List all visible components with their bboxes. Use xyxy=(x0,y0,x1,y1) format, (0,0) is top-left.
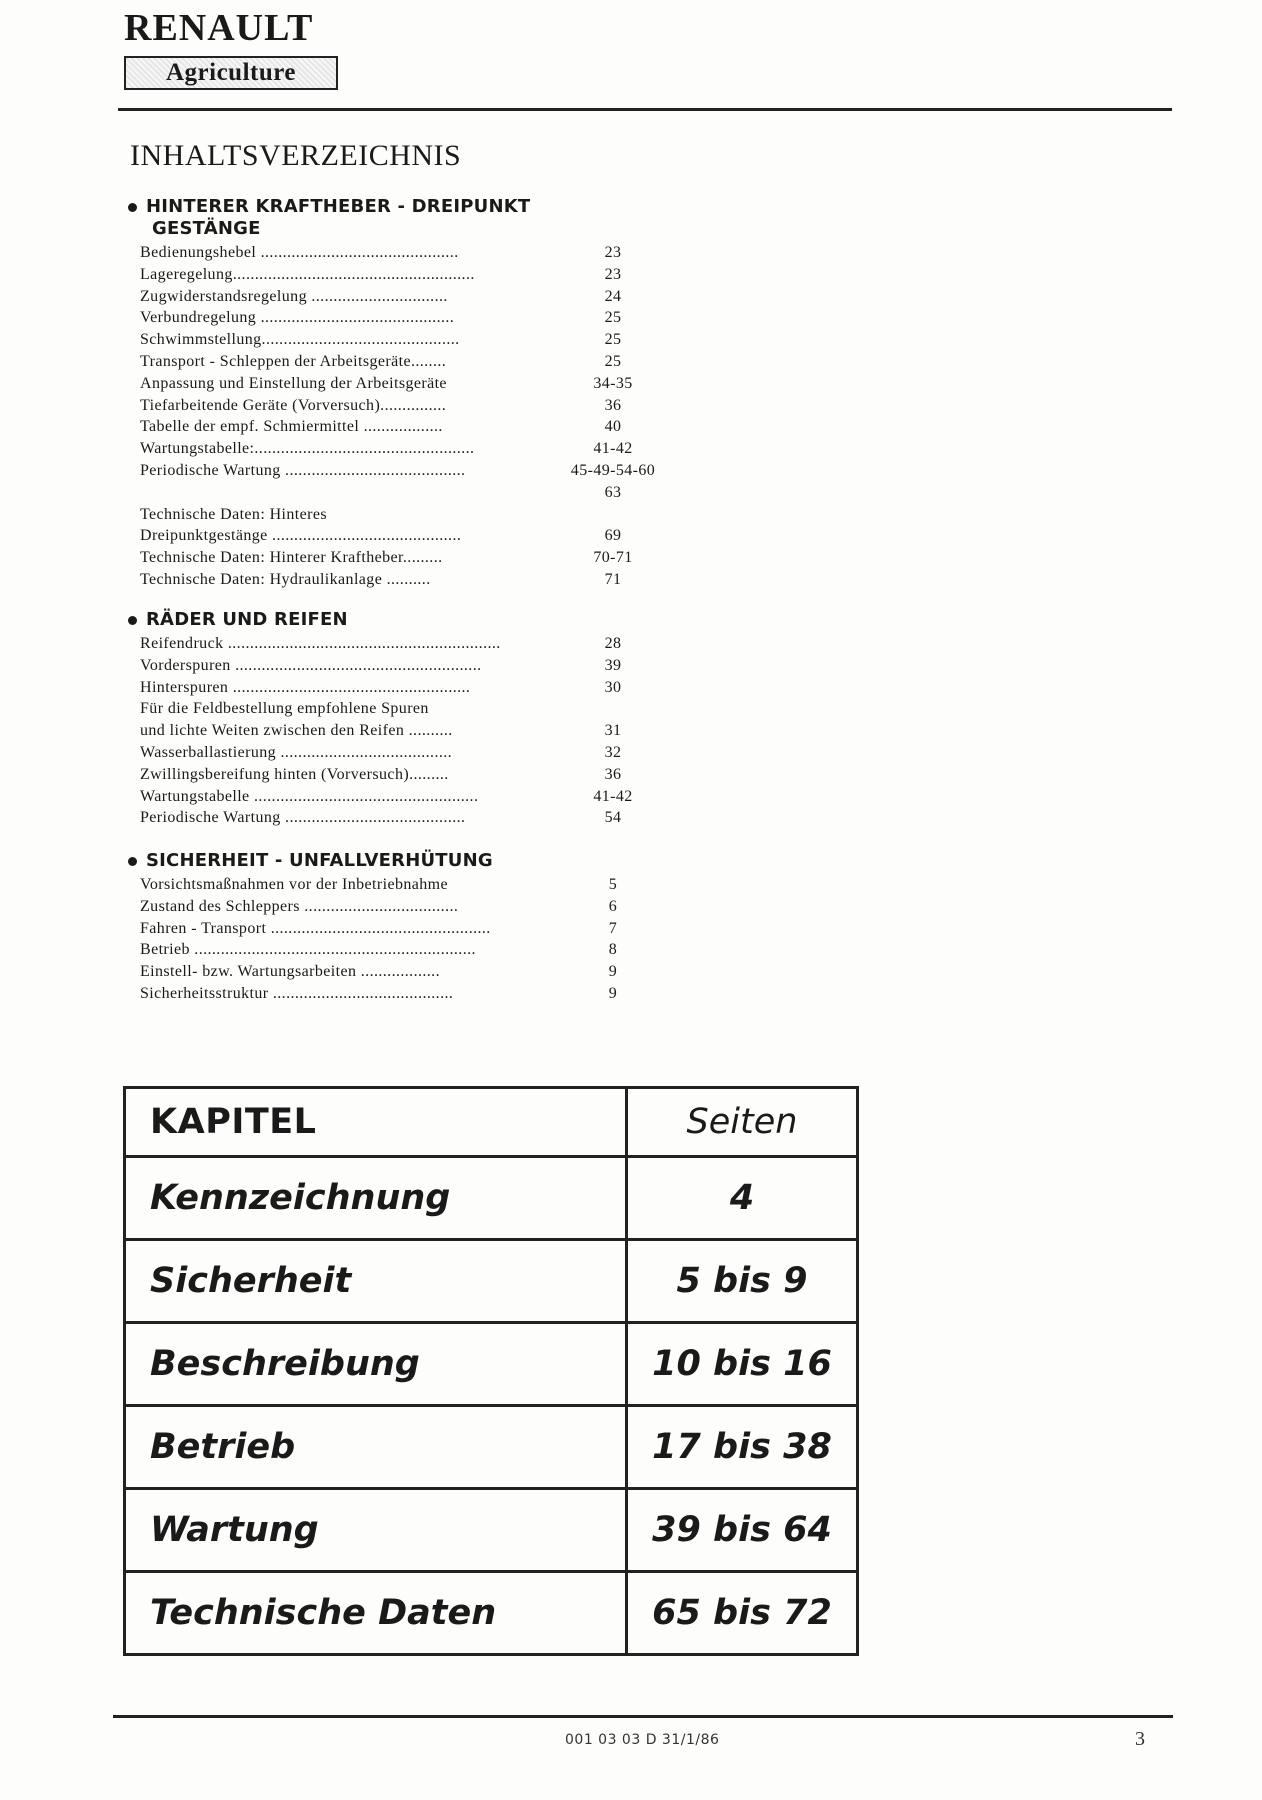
toc-entry-label: Dreipunktgestänge ........................................... xyxy=(140,527,462,545)
toc-entry-label: Betrieb ................................................................ xyxy=(140,941,476,959)
toc-entry-page: 41-42 xyxy=(593,440,633,458)
toc-entry-label: Periodische Wartung ......................................... xyxy=(140,461,466,479)
section-heading-line1: SICHERHEIT - UNFALLVERHÜTUNG xyxy=(146,850,493,871)
toc-entry xyxy=(126,264,626,286)
toc-entry xyxy=(126,525,626,547)
toc-entry-label: Schwimmstellung............................................. xyxy=(140,331,460,349)
toc-entry xyxy=(126,961,626,983)
document-code: 001 03 03 D 31/1/86 xyxy=(565,1732,720,1748)
toc-entry xyxy=(126,482,626,504)
section-heading-line1: RÄDER UND REIFEN xyxy=(146,609,348,630)
toc-entry xyxy=(126,983,626,1005)
toc-entry-label: Verbundregelung ............................................ xyxy=(140,309,455,327)
toc-entry-label: Zwillingsbereifung hinten (Vorversuch)......... xyxy=(140,765,449,783)
toc-entry-page: 5 xyxy=(608,876,618,893)
toc-entry-page: 32 xyxy=(604,743,622,761)
toc-entry-page: 7 xyxy=(608,919,618,937)
toc-entry-label: Sicherheitsstruktur ......................................... xyxy=(140,984,454,1002)
toc-entry xyxy=(126,569,626,591)
chapter-pages: 5 bis 9 xyxy=(627,1240,858,1323)
toc-entry xyxy=(126,416,626,438)
toc-entry xyxy=(126,896,626,918)
chapter-name: Sicherheit xyxy=(125,1240,627,1323)
toc-entry-label: Anpassung und Einstellung der Arbeitsgeräte xyxy=(140,374,447,392)
toc-entry-label: Hinterspuren ...................................................... xyxy=(140,678,471,696)
header-divider xyxy=(118,108,1172,111)
section-heading-line1: HINTERER KRAFTHEBER - DREIPUNKT xyxy=(146,196,531,217)
toc-entry-page: 36 xyxy=(604,396,622,414)
chapter-row xyxy=(125,1572,858,1655)
toc-entry-page: 69 xyxy=(604,527,622,545)
toc-entry-page: 23 xyxy=(604,244,622,261)
toc-entry xyxy=(126,395,626,417)
toc-entry-page: 36 xyxy=(604,765,622,783)
chapter-name: Kennzeichnung xyxy=(125,1157,627,1240)
toc-section-kraftheber xyxy=(126,196,656,591)
toc-entry-label: Bedienungshebel ............................................. xyxy=(140,244,459,261)
chapter-pages: 65 bis 72 xyxy=(627,1572,858,1655)
chapter-row xyxy=(125,1157,858,1240)
toc-entry-label: Technische Daten: Hinteres xyxy=(140,505,327,523)
toc-entry-label: Fahren - Transport .................................................. xyxy=(140,919,491,937)
toc-entry xyxy=(126,742,626,764)
section-heading-line2: GESTÄNGE xyxy=(152,218,261,239)
chapter-table-header xyxy=(125,1088,858,1157)
toc-entry-label: Lageregelung....................................................... xyxy=(140,265,475,283)
toc-entry xyxy=(126,460,656,482)
toc-entry-label: Für die Feldbestellung empfohlene Spuren xyxy=(140,700,429,718)
toc-entry xyxy=(126,329,626,351)
toc-entry-page: 70-71 xyxy=(593,549,633,567)
toc-section-sicherheit xyxy=(126,850,626,1005)
chapter-table xyxy=(123,1086,859,1656)
toc-entry-label: Reifendruck .............................................................. xyxy=(140,635,501,652)
toc-entry xyxy=(126,939,626,961)
toc-entry-page: 25 xyxy=(604,352,622,370)
chapter-name: Technische Daten xyxy=(125,1572,627,1655)
chapter-pages: 10 bis 16 xyxy=(627,1323,858,1406)
toc-entry-label: Wartungstabelle:.................................................. xyxy=(140,440,475,458)
toc-entry-page: 39 xyxy=(604,656,622,674)
toc-entry-label: Tiefarbeitende Geräte (Vorversuch)............... xyxy=(140,396,447,414)
toc-entry xyxy=(126,504,626,526)
toc-entry xyxy=(126,698,626,720)
chapter-row xyxy=(125,1489,858,1572)
toc-entry-label: Zustand des Schleppers ................................... xyxy=(140,897,459,915)
toc-entry-page: 9 xyxy=(608,963,618,981)
toc-entry-label: Periodische Wartung ......................................... xyxy=(140,809,466,827)
toc-entry-page: 40 xyxy=(604,418,622,436)
chapter-row xyxy=(125,1406,858,1489)
chapter-row xyxy=(125,1323,858,1406)
toc-entry-page: 9 xyxy=(608,984,618,1002)
bullet-icon xyxy=(128,857,137,866)
chapter-column-header: KAPITEL xyxy=(125,1088,627,1157)
toc-entry-page: 28 xyxy=(604,635,622,652)
toc-entry xyxy=(126,373,633,395)
toc-entry-label: Tabelle der empf. Schmiermittel .................. xyxy=(140,418,443,436)
toc-entry-page: 25 xyxy=(604,309,622,327)
toc-entry xyxy=(126,286,626,308)
toc-entry xyxy=(126,307,626,329)
toc-entry-page: 31 xyxy=(604,722,622,740)
chapter-pages: 39 bis 64 xyxy=(627,1489,858,1572)
toc-entry-page: 54 xyxy=(604,809,622,827)
brand-division: Agriculture xyxy=(124,56,338,90)
chapter-name: Betrieb xyxy=(125,1406,627,1489)
toc-entry xyxy=(126,677,626,699)
toc-entry-label: Wasserballastierung ....................................... xyxy=(140,743,453,761)
toc-entry xyxy=(126,438,633,460)
toc-entry xyxy=(126,764,626,786)
toc-entries xyxy=(126,633,633,829)
section-heading xyxy=(126,609,626,631)
toc-entry-page: 25 xyxy=(604,331,622,349)
toc-entry-label: Technische Daten: Hydraulikanlage .......... xyxy=(140,570,431,588)
toc-entry-page: 41-42 xyxy=(593,787,633,805)
footer-divider xyxy=(113,1715,1173,1718)
toc-entry xyxy=(126,918,626,940)
bullet-icon xyxy=(128,616,137,625)
toc-entry-page: 24 xyxy=(604,287,622,305)
pages-column-header: Seiten xyxy=(627,1088,858,1157)
toc-entry xyxy=(126,786,633,808)
toc-entry xyxy=(126,351,626,373)
section-heading xyxy=(126,850,626,872)
toc-entries xyxy=(126,242,656,591)
toc-entry xyxy=(126,633,626,655)
toc-entry xyxy=(126,874,626,896)
toc-entry-page: 6 xyxy=(608,897,618,915)
toc-entry-label: Technische Daten: Hinterer Kraftheber......... xyxy=(140,549,443,567)
toc-entry-label: und lichte Weiten zwischen den Reifen .......... xyxy=(140,722,453,740)
toc-entry-page: 45-49-54-60 xyxy=(570,461,656,479)
chapter-row xyxy=(125,1240,858,1323)
section-heading xyxy=(126,196,626,240)
toc-entry-label: Vorderspuren ........................................................ xyxy=(140,656,482,674)
toc-entry xyxy=(126,655,626,677)
toc-entry-page: 71 xyxy=(604,570,622,588)
toc-entry-label: Transport - Schleppen der Arbeitsgeräte........ xyxy=(140,352,447,370)
brand-name: RENAULT xyxy=(124,7,314,49)
toc-entry-page: 30 xyxy=(604,678,622,696)
chapter-pages: 17 bis 38 xyxy=(627,1406,858,1489)
brand-logo xyxy=(124,6,338,90)
toc-entry-page: 34-35 xyxy=(593,374,633,392)
toc-entries xyxy=(126,874,626,1005)
toc-entry xyxy=(126,242,626,264)
toc-section-raeder xyxy=(126,609,633,829)
toc-entry-label: Wartungstabelle ................................................... xyxy=(140,787,479,805)
toc-entry xyxy=(126,807,626,829)
toc-entry xyxy=(126,547,633,569)
toc-entry-label: Vorsichtsmaßnahmen vor der Inbetriebnahme xyxy=(140,876,449,893)
bullet-icon xyxy=(128,203,137,212)
chapter-name: Beschreibung xyxy=(125,1323,627,1406)
toc-entry-page: 8 xyxy=(608,941,618,959)
toc-entry-label: Einstell- bzw. Wartungsarbeiten .................. xyxy=(140,963,440,981)
toc-title: INHALTSVERZEICHNIS xyxy=(130,139,462,172)
toc-entry-page: 23 xyxy=(604,265,622,283)
chapter-name: Wartung xyxy=(125,1489,627,1572)
chapter-pages: 4 xyxy=(627,1157,858,1240)
toc-entry-label: Zugwiderstandsregelung ............................... xyxy=(140,287,448,305)
page-number: 3 xyxy=(1135,1728,1145,1750)
toc-entry-page: 63 xyxy=(604,483,622,501)
toc-entry xyxy=(126,720,626,742)
